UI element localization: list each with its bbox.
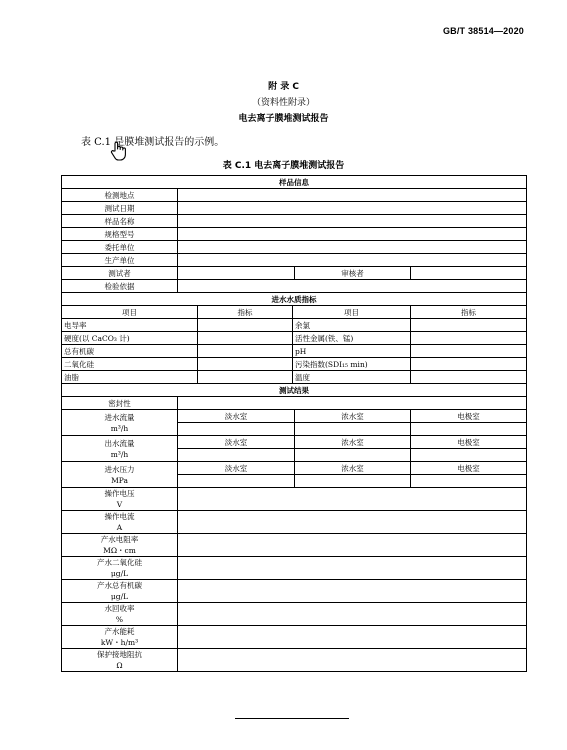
param-unit: V bbox=[116, 500, 123, 509]
param-name: 硬度(以 CaCO₃ 计) bbox=[62, 332, 198, 345]
param-unit: μg/L bbox=[110, 592, 129, 601]
table-row bbox=[62, 462, 527, 475]
row-label: 密封性 bbox=[62, 397, 178, 410]
table-row bbox=[62, 241, 527, 254]
blank-cell bbox=[178, 603, 527, 626]
row-label: 测试日期 bbox=[62, 202, 178, 215]
table-row bbox=[62, 384, 527, 397]
param-name: 进水流量 bbox=[104, 412, 135, 422]
chamber-header: 浓水室 bbox=[295, 410, 411, 423]
table-row bbox=[62, 280, 527, 293]
blank-cell bbox=[411, 475, 527, 488]
blank-cell bbox=[198, 332, 293, 345]
param-name: 进水压力 bbox=[104, 464, 135, 474]
table-row bbox=[62, 267, 527, 280]
blank-cell bbox=[178, 397, 527, 410]
blank-cell bbox=[178, 449, 295, 462]
blank-cell bbox=[178, 488, 527, 511]
table-row bbox=[62, 358, 527, 371]
blank-cell bbox=[295, 449, 411, 462]
row-label bbox=[62, 534, 178, 557]
param-name: 保护接地阻抗 bbox=[97, 650, 142, 659]
blank-cell bbox=[178, 423, 295, 436]
table-row bbox=[62, 511, 527, 534]
blank-cell bbox=[178, 475, 295, 488]
row-label: 生产单位 bbox=[62, 254, 178, 267]
row-label bbox=[62, 410, 178, 436]
param-name: 活性金属(铁、锰) bbox=[293, 332, 411, 345]
blank-cell bbox=[411, 371, 527, 384]
param-unit: A bbox=[116, 523, 123, 532]
section-heading: 样品信息 bbox=[62, 176, 527, 189]
column-header: 指标 bbox=[411, 306, 527, 319]
blank-cell bbox=[178, 254, 527, 267]
param-name: 污染指数(SDI₁₅ min) bbox=[293, 358, 411, 371]
standard-number: GB/T 38514—2020 bbox=[442, 26, 524, 36]
row-label bbox=[62, 649, 178, 672]
blank-cell bbox=[178, 649, 527, 672]
test-report-table bbox=[61, 175, 527, 672]
param-unit: Ω bbox=[116, 661, 123, 670]
chamber-header: 淡水室 bbox=[178, 410, 295, 423]
table-row bbox=[62, 626, 527, 649]
param-name: 温度 bbox=[293, 371, 411, 384]
chamber-header: 电极室 bbox=[411, 410, 527, 423]
param-name: 操作电流 bbox=[104, 512, 135, 521]
param-name: 总有机碳 bbox=[62, 345, 198, 358]
chamber-header: 淡水室 bbox=[178, 436, 295, 449]
chamber-header: 电极室 bbox=[411, 436, 527, 449]
blank-cell bbox=[178, 215, 527, 228]
param-unit: % bbox=[115, 615, 124, 624]
row-label bbox=[62, 557, 178, 580]
param-unit: m³/h bbox=[110, 449, 129, 459]
row-label bbox=[62, 603, 178, 626]
table-caption: 表 C.1 电去离子膜堆测试报告 bbox=[222, 161, 345, 171]
blank-cell bbox=[178, 511, 527, 534]
param-unit: MΩ・cm bbox=[103, 546, 136, 555]
param-name: 产水能耗 bbox=[104, 627, 135, 636]
chamber-header: 浓水室 bbox=[295, 436, 411, 449]
table-row bbox=[62, 371, 527, 384]
blank-cell bbox=[411, 449, 527, 462]
row-label: 测试者 bbox=[62, 267, 178, 280]
blank-cell bbox=[178, 202, 527, 215]
column-header: 指标 bbox=[198, 306, 293, 319]
blank-cell bbox=[178, 228, 527, 241]
row-label bbox=[62, 626, 178, 649]
param-name: 出水流量 bbox=[104, 438, 135, 448]
intro-text: 表 C.1 是膜堆测试报告的示例。 bbox=[81, 137, 225, 148]
table-row bbox=[62, 202, 527, 215]
table-row bbox=[62, 345, 527, 358]
param-name: 电导率 bbox=[62, 319, 198, 332]
table-row bbox=[62, 332, 527, 345]
param-name: 产水电阻率 bbox=[100, 535, 139, 544]
table-row bbox=[62, 488, 527, 511]
param-unit: kW・h/m³ bbox=[100, 638, 139, 647]
param-unit: m³/h bbox=[110, 423, 129, 433]
blank-cell bbox=[178, 267, 295, 280]
section-heading: 进水水质指标 bbox=[62, 293, 527, 306]
blank-cell bbox=[198, 319, 293, 332]
param-name: 余氯 bbox=[293, 319, 411, 332]
table-row bbox=[62, 397, 527, 410]
row-label: 检测地点 bbox=[62, 189, 178, 202]
appendix-nature: （资料性附录） bbox=[251, 98, 315, 108]
row-label: 检验依据 bbox=[62, 280, 178, 293]
section-heading: 测试结果 bbox=[62, 384, 527, 397]
param-name: 油脂 bbox=[62, 371, 198, 384]
blank-cell bbox=[411, 345, 527, 358]
param-name: 二氧化硅 bbox=[62, 358, 198, 371]
param-unit: μg/L bbox=[110, 569, 129, 578]
table-row bbox=[62, 306, 527, 319]
row-label: 规格型号 bbox=[62, 228, 178, 241]
appendix-title: 附 录 C bbox=[268, 82, 299, 92]
blank-cell bbox=[411, 423, 527, 436]
row-label bbox=[62, 488, 178, 511]
blank-cell bbox=[411, 358, 527, 371]
param-name: 产水二氧化硅 bbox=[97, 558, 142, 567]
table-row bbox=[62, 649, 527, 672]
table-row bbox=[62, 293, 527, 306]
blank-cell bbox=[295, 423, 411, 436]
row-label: 委托单位 bbox=[62, 241, 178, 254]
column-header: 项目 bbox=[293, 306, 411, 319]
table-row bbox=[62, 603, 527, 626]
blank-cell bbox=[178, 534, 527, 557]
blank-cell bbox=[178, 189, 527, 202]
table-row bbox=[62, 254, 527, 267]
row-label bbox=[62, 462, 178, 488]
table-row bbox=[62, 189, 527, 202]
param-name: 产水总有机碳 bbox=[97, 581, 142, 590]
table-row bbox=[62, 410, 527, 423]
chamber-header: 电极室 bbox=[411, 462, 527, 475]
blank-cell bbox=[178, 241, 527, 254]
param-name: pH bbox=[293, 345, 411, 358]
table-row bbox=[62, 580, 527, 603]
footer-rule bbox=[235, 718, 349, 719]
appendix-name: 电去离子膜堆测试报告 bbox=[238, 114, 329, 124]
table-row bbox=[62, 534, 527, 557]
row-label bbox=[62, 511, 178, 534]
table-row bbox=[62, 228, 527, 241]
table-row bbox=[62, 215, 527, 228]
row-label bbox=[62, 436, 178, 462]
column-header: 项目 bbox=[62, 306, 198, 319]
blank-cell bbox=[178, 280, 527, 293]
table-row bbox=[62, 176, 527, 189]
table-row bbox=[62, 436, 527, 449]
blank-cell bbox=[178, 580, 527, 603]
row-label: 审核者 bbox=[295, 267, 411, 280]
blank-cell bbox=[411, 332, 527, 345]
table-row bbox=[62, 319, 527, 332]
blank-cell bbox=[178, 557, 527, 580]
chamber-header: 浓水室 bbox=[295, 462, 411, 475]
param-name: 水回收率 bbox=[104, 604, 135, 613]
blank-cell bbox=[198, 345, 293, 358]
param-unit: MPa bbox=[111, 475, 128, 485]
blank-cell bbox=[198, 371, 293, 384]
row-label bbox=[62, 580, 178, 603]
chamber-header: 淡水室 bbox=[178, 462, 295, 475]
blank-cell bbox=[411, 267, 527, 280]
blank-cell bbox=[295, 475, 411, 488]
blank-cell bbox=[411, 319, 527, 332]
row-label: 样品名称 bbox=[62, 215, 178, 228]
blank-cell bbox=[178, 626, 527, 649]
param-name: 操作电压 bbox=[104, 489, 135, 498]
blank-cell bbox=[198, 358, 293, 371]
table-row bbox=[62, 557, 527, 580]
